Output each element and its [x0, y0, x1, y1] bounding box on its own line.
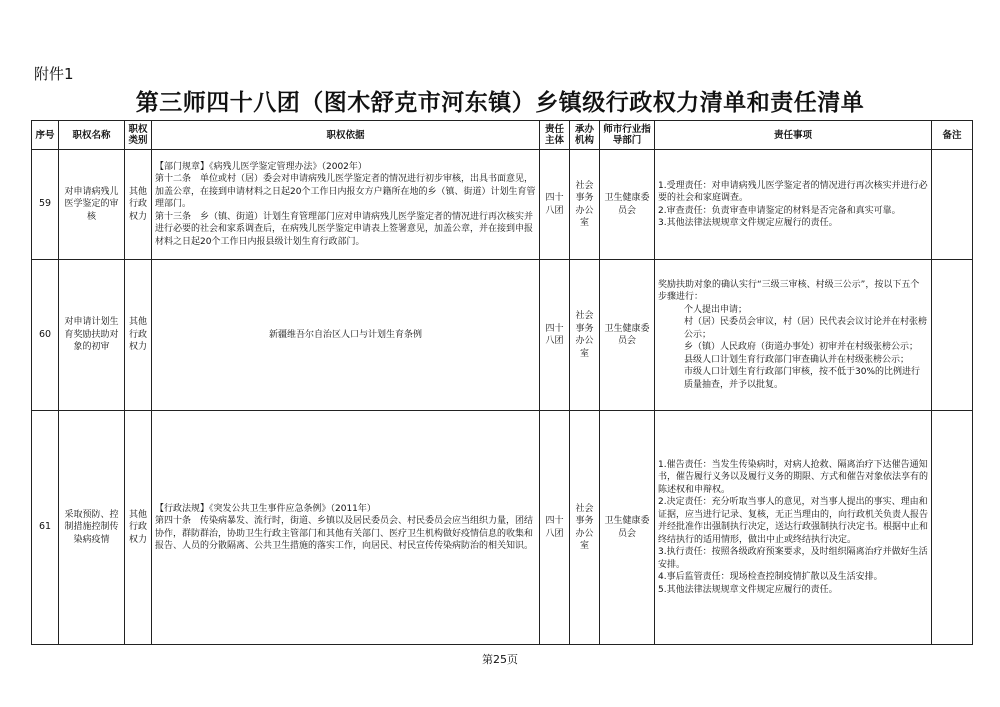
responsibility-items: [655, 411, 932, 645]
guiding-department: 卫生健康委员会: [600, 411, 655, 645]
power-name: 采取预防、控制措施控制传染病疫情: [59, 411, 125, 645]
basis-line: 【部门规章】《病残儿医学鉴定管理办法》（2002年）: [155, 161, 367, 172]
responsibility-items: [655, 150, 932, 260]
remark: [932, 411, 973, 645]
basis-line: 第十三条 乡（镇、街道）计划生育管理部门应对申请病残儿医学鉴定者的情况进行再次核实并进行必要的社会和家系调查后，在病残儿医学鉴定申请表上签署意见，加盖公章，并在接到申报材料之日起20个工作日内报县级计划生育行政部门。: [155, 211, 534, 247]
resp-line: 2.决定责任：充分听取当事人的意见，对当事人提出的事实、理由和证据，应当进行记录、复核，无正当理由的，向行政机关负责人报告并经批准作出强制执行决定，送达行政强制执行决定书。根据中止和终结执行的适用情形，做出中止或终结执行决定。: [658, 497, 929, 545]
header-category: 职权类别: [125, 121, 152, 150]
resp-line: 个人提出申请；: [684, 304, 748, 315]
responsible-subject: 四十八团: [540, 411, 570, 645]
power-basis: [152, 411, 540, 645]
responsible-subject: 四十八团: [540, 260, 570, 411]
resp-line: 1.受理责任：对申请病残儿医学鉴定者的情况进行再次核实并进行必要的社会和家庭调查。: [658, 180, 928, 203]
row-number: 59: [32, 150, 59, 260]
power-name: 对申请计划生育奖励扶助对象的初审: [59, 260, 125, 411]
remark: [932, 150, 973, 260]
resp-line: 1.催告责任：当发生传染病时，对病人抢救、隔离治疗下达催告通知书，催告履行义务以及履行义务的期限、方式和催告对象依法享有的陈述权和申辩权。: [658, 459, 929, 495]
attachment-label: 附件1: [34, 65, 74, 83]
header-resp: 责任事项: [655, 121, 932, 150]
guiding-department: 卫生健康委员会: [600, 260, 655, 411]
remark: [932, 260, 973, 411]
page-title: 第三师四十八团（图木舒克市河东镇）乡镇级行政权力清单和责任清单: [135, 89, 865, 116]
resp-line: 县级人口计划生育行政部门审查确认并在村级张榜公示；: [684, 354, 910, 365]
table-row: [32, 260, 973, 411]
guiding-department: 卫生健康委员会: [600, 150, 655, 260]
basis-line: 【行政法规】《突发公共卫生事件应急条例》（2011年）: [155, 503, 376, 514]
table-row: [32, 411, 973, 645]
table-header-row: [32, 121, 973, 150]
power-category: 其他行政权力: [125, 411, 152, 645]
responsible-subject: 四十八团: [540, 150, 570, 260]
responsibility-items: [655, 260, 932, 411]
power-category: 其他行政权力: [125, 260, 152, 411]
header-no: 序号: [32, 121, 59, 150]
resp-line: 5.其他法律法规规章文件规定应履行的责任。: [658, 584, 838, 595]
resp-line: 市级人口计划生育行政部门审核，按不低于30%的比例进行质量抽查，并予以批复。: [684, 367, 921, 390]
basis-line: 第十二条 单位或村（居）委会对申请病残儿医学鉴定者的情况进行初步审核，出具书面意见，加盖公章，在接到申请材料之日起20个工作日内报女方户籍所在地的乡（镇、街道）计划生育管理部门。: [155, 174, 536, 210]
page-number: 第25页: [482, 653, 518, 666]
handling-agency: 社会事务办公室: [570, 150, 600, 260]
resp-line: 奖励扶助对象的确认实行“三级三审核、村级三公示”，按以下五个步骤进行：: [658, 279, 920, 303]
row-number: 60: [32, 260, 59, 411]
power-basis: 新疆维吾尔自治区人口与计划生育条例: [152, 260, 540, 411]
header-subject: 责任主体: [540, 121, 570, 150]
handling-agency: 社会事务办公室: [570, 411, 600, 645]
resp-line: 2.审查责任：负责审查申请鉴定的材料是否完备和真实可靠。: [658, 205, 901, 216]
table-row: [32, 150, 973, 260]
power-responsibility-table: [31, 120, 973, 645]
row-number: 61: [32, 411, 59, 645]
basis-line: 第四十条 传染病暴发、流行时，街道、乡镇以及居民委员会、村民委员会应当组织力量，团结协作，群防群治，协助卫生行政主管部门和其他有关部门、医疗卫生机构做好疫情信息的收集和报告、人员的分散隔离、公共卫生措施的落实工作，向居民、村民宣传传染病防治的相关知识。: [155, 516, 534, 551]
header-remark: 备注: [932, 121, 973, 150]
handling-agency: 社会事务办公室: [570, 260, 600, 411]
header-guide: 师市行业指导部门: [600, 121, 655, 150]
resp-line: 3.其他法律法规规章文件规定应履行的责任。: [658, 218, 838, 228]
header-basis: 职权依据: [152, 121, 540, 150]
header-name: 职权名称: [59, 121, 125, 150]
power-basis: [152, 150, 540, 260]
resp-line: 村（居）民委员会审议，村（居）民代表会议讨论并在村张榜公示；: [684, 317, 928, 340]
resp-line: 乡（镇）人民政府（街道办事处）初审并在村级张榜公示；: [684, 342, 919, 353]
resp-line: 4.事后监管责任：现场检查控制疫情扩散以及生活安排。: [658, 572, 883, 583]
power-category: 其他行政权力: [125, 150, 152, 260]
power-name: 对申请病残儿医学鉴定的审核: [59, 150, 125, 260]
header-agency: 承办机构: [570, 121, 600, 150]
resp-line: 3.执行责任：按照各级政府预案要求，及时组织隔离治疗并做好生活安排。: [658, 547, 928, 570]
